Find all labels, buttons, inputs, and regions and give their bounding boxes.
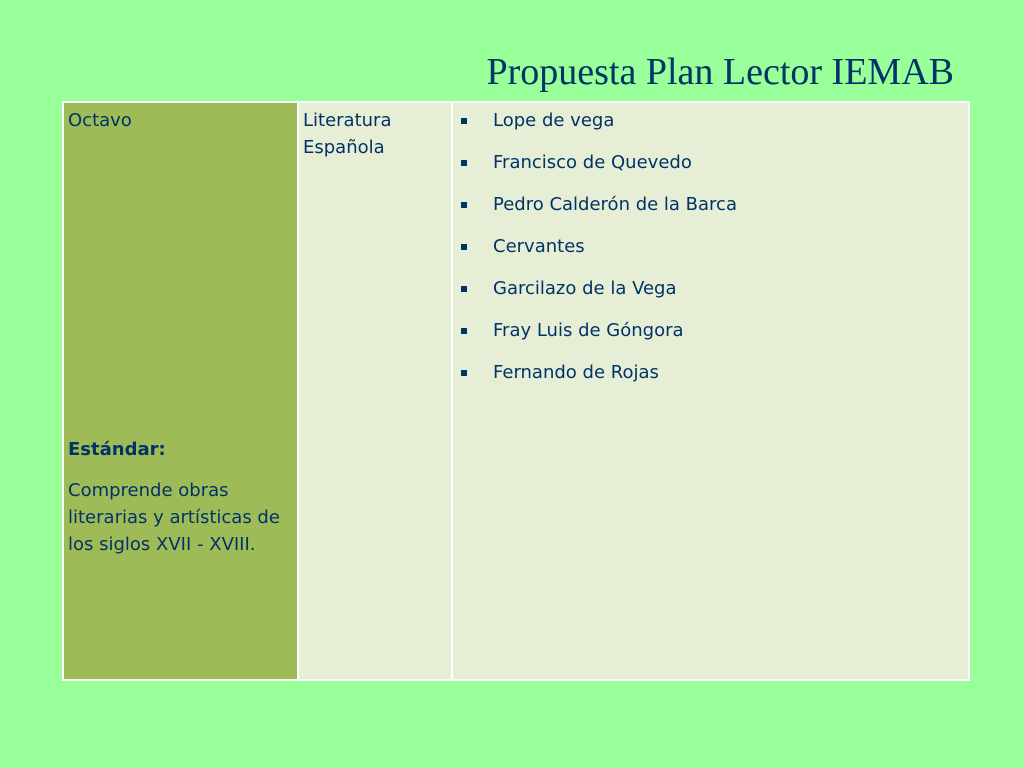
square-bullet-icon	[461, 160, 467, 166]
list-item	[457, 149, 964, 191]
list-item	[457, 233, 964, 275]
square-bullet-icon	[461, 118, 467, 124]
list-item	[457, 317, 964, 359]
subject-cell	[298, 102, 452, 680]
slide-title: Propuesta Plan Lector IEMAB	[486, 51, 954, 93]
list-item	[457, 275, 964, 317]
square-bullet-icon	[461, 286, 467, 292]
plan-table	[62, 101, 970, 681]
square-bullet-icon	[461, 328, 467, 334]
standard-heading: Estándar:	[68, 439, 166, 460]
subject-label: Literatura Española	[303, 110, 392, 158]
square-bullet-icon	[461, 370, 467, 376]
square-bullet-icon	[461, 202, 467, 208]
author-name: Fray Luis de Góngora	[493, 320, 684, 341]
author-list	[457, 103, 964, 401]
grade-cell	[63, 102, 298, 680]
table-row	[63, 102, 969, 680]
author-name: Lope de vega	[493, 110, 615, 131]
list-item	[457, 191, 964, 233]
standard-block	[68, 436, 293, 558]
author-name: Francisco de Quevedo	[493, 152, 692, 173]
standard-text: Comprende obras literarias y artísticas de los siglos XVII - XVIII.	[68, 480, 280, 555]
author-name: Cervantes	[493, 236, 585, 257]
grade-label: Octavo	[68, 110, 132, 131]
square-bullet-icon	[461, 244, 467, 250]
author-name: Fernando de Rojas	[493, 362, 659, 383]
author-name: Pedro Calderón de la Barca	[493, 194, 737, 215]
author-name: Garcilazo de la Vega	[493, 278, 677, 299]
authors-cell	[452, 102, 969, 680]
list-item	[457, 359, 964, 401]
list-item	[457, 107, 964, 149]
